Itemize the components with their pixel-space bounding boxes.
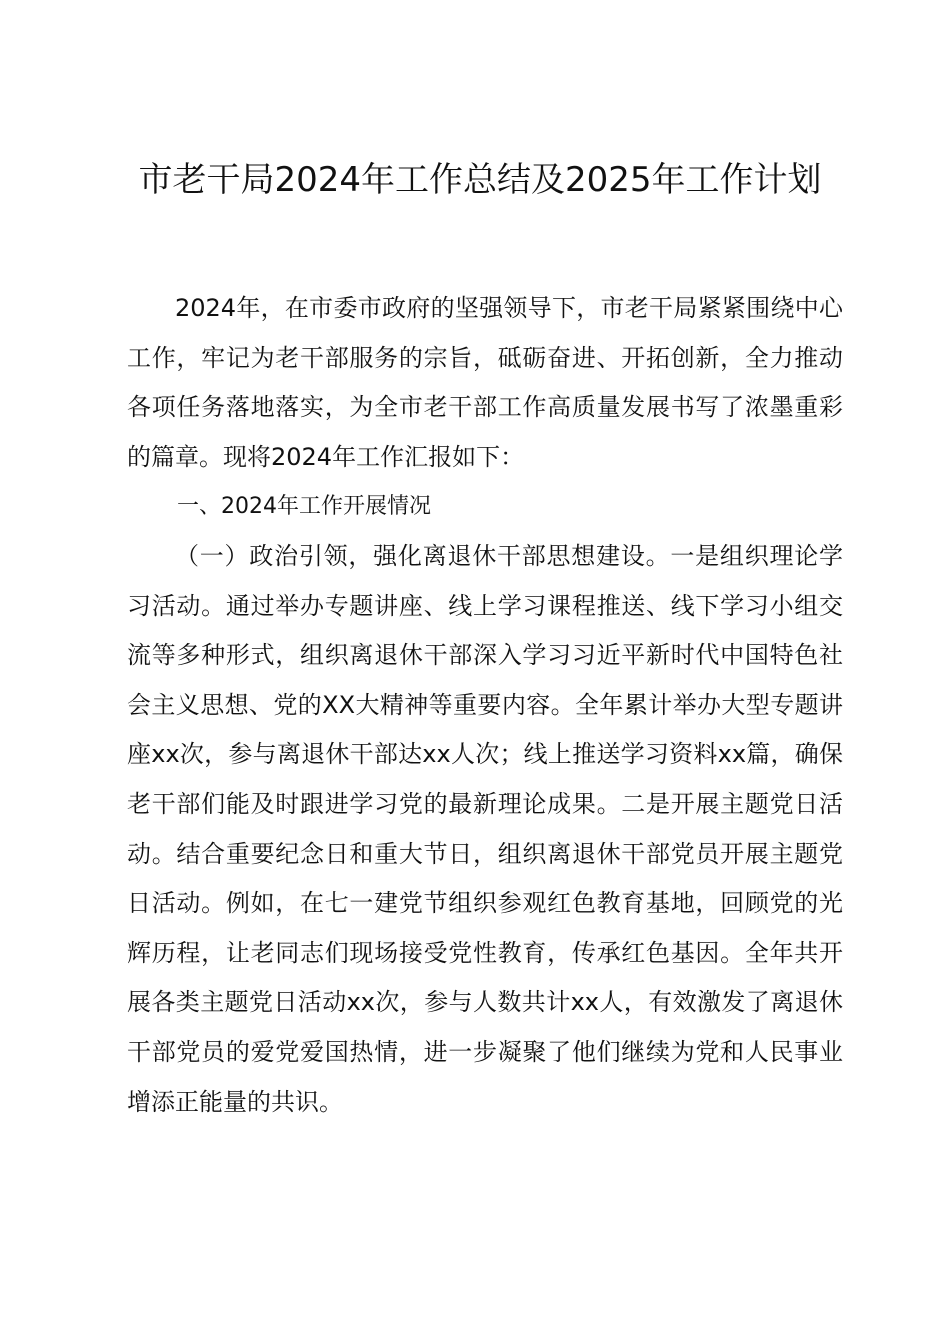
document-body [127,284,843,1127]
intro-paragraph: 2024年，在市委市政府的坚强领导下，市老干局紧紧围绕中心工作，牢记为老干部服务的宗旨，砥砺奋进、开拓创新，全力推动各项任务落地落实，为全市老干部工作高质量发展书写了浓墨重彩的篇章。现将2024年工作汇报如下： [127,294,843,471]
section-paragraph: （一）政治引领，强化离退休干部思想建设。一是组织理论学习活动。通过举办专题讲座、线上学习课程推送、线下学习小组交流等多种形式，组织离退休干部深入学习习近平新时代中国特色社会主义思想、党的XX大精神等重要内容。全年累计举办大型专题讲座xx次，参与离退休干部达xx人次；线上推送学习资料xx篇，确保老干部们能及时跟进学习党的最新理论成果。二是开展主题党日活动。结合重要纪念日和重大节日，组织离退休干部党员开展主题党日活动。例如，在七一建党节组织参观红色教育基地，回顾党的光辉历程，让老同志们现场接受党性教育，传承红色基因。全年共开展各类主题党日活动xx次，参与人数共计xx人，有效激发了离退休干部党员的爱党爱国热情，进一步凝聚了他们继续为党和人民事业增添正能量的共识。 [127,541,843,1116]
document-title: 市老干局2024年工作总结及2025年工作计划 [138,160,822,200]
section-heading: 一、2024年工作开展情况 [177,494,431,520]
